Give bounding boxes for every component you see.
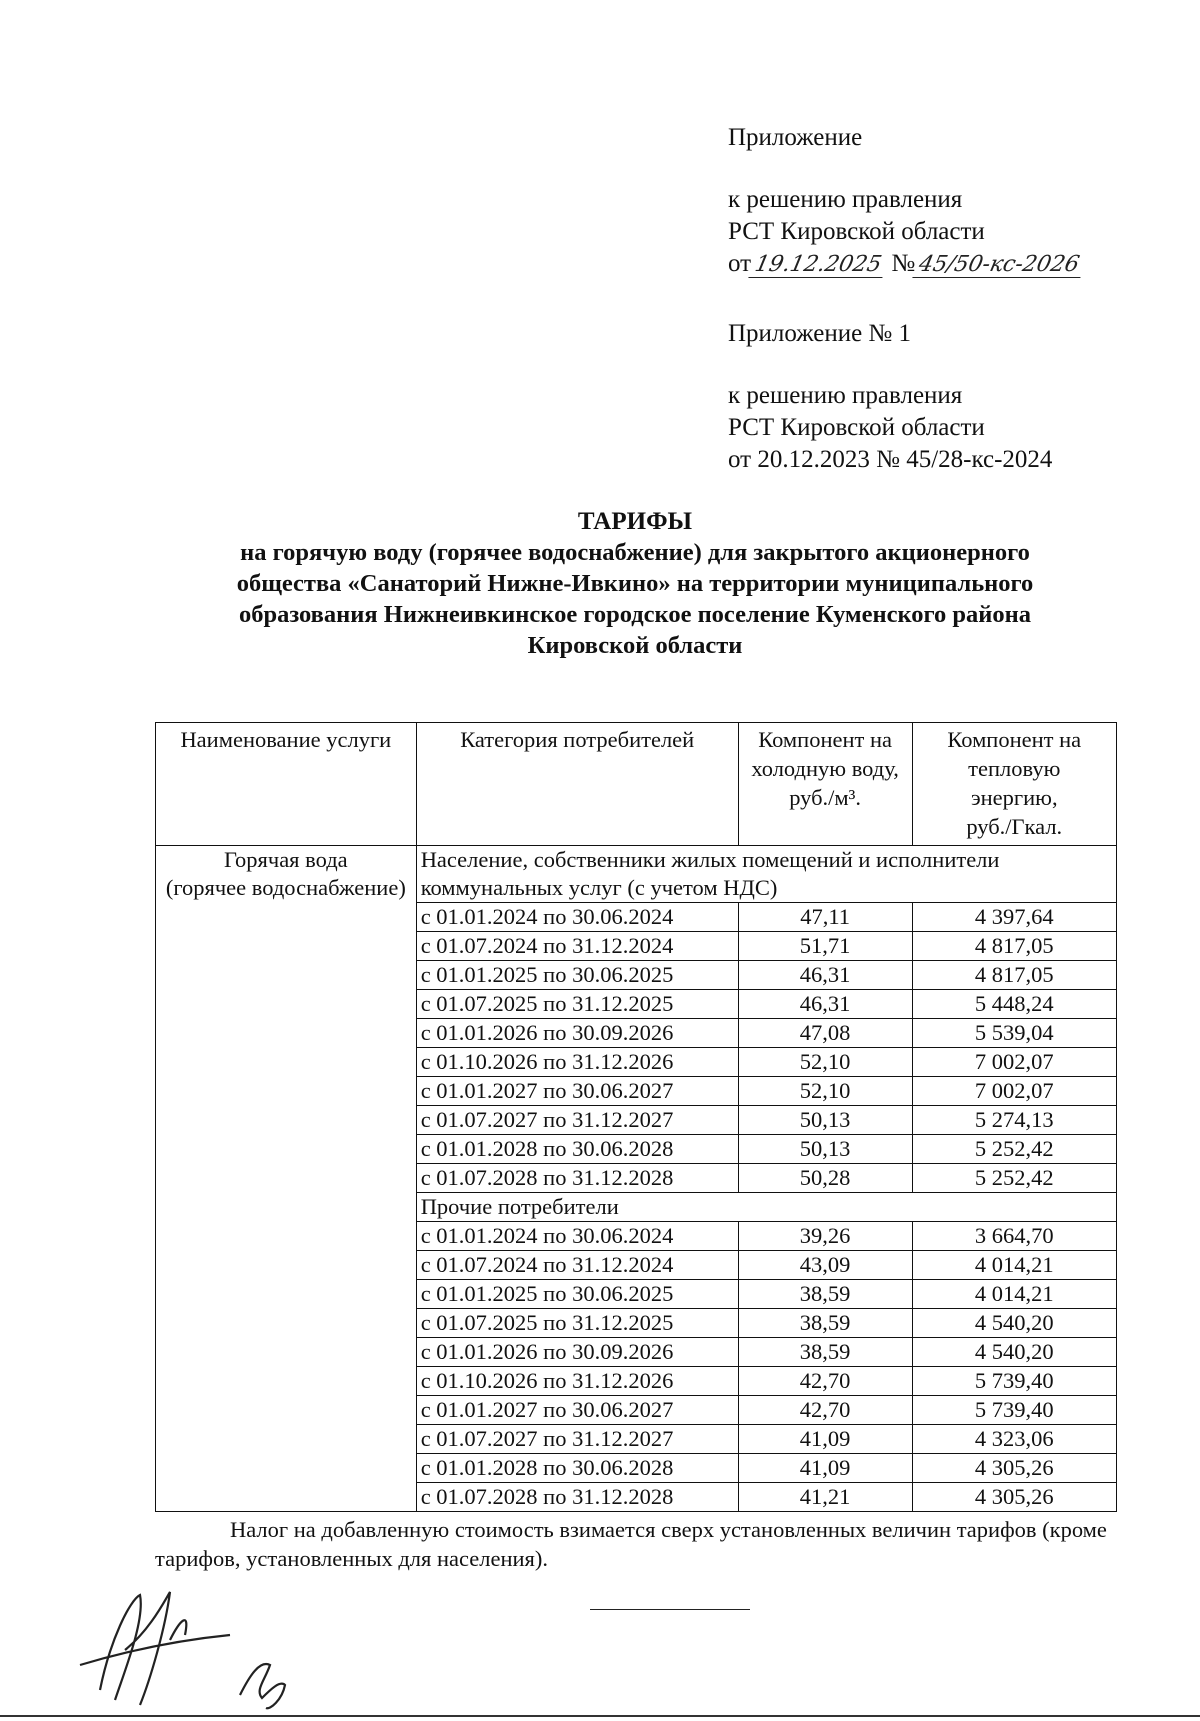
heat-energy-cell: 5 539,04 (912, 1019, 1116, 1048)
heat-energy-cell: 3 664,70 (912, 1222, 1116, 1251)
header-service: Наименование услуги (156, 723, 417, 846)
heat-energy-cell: 4 323,06 (912, 1425, 1116, 1454)
period-cell: с 01.01.2024 по 30.06.2024 (416, 903, 738, 932)
cold-water-cell: 47,08 (738, 1019, 912, 1048)
period-cell: с 01.10.2026 по 31.12.2026 (416, 1048, 738, 1077)
cold-water-cell: 38,59 (738, 1338, 912, 1367)
period-cell: с 01.01.2028 по 30.06.2028 (416, 1135, 738, 1164)
vat-footnote: Налог на добавленную стоимость взимается сверх установленных величин тарифов (кроме тарифов, установленных для населения). (155, 1517, 1107, 1571)
title-line: Кировской области (527, 632, 743, 659)
cold-water-cell: 50,13 (738, 1106, 912, 1135)
heat-energy-cell: 5 274,13 (912, 1106, 1116, 1135)
cold-water-cell: 41,09 (738, 1454, 912, 1483)
cold-water-cell: 46,31 (738, 990, 912, 1019)
heat-energy-cell: 5 739,40 (912, 1367, 1116, 1396)
table-header-row (156, 723, 1117, 846)
heat-energy-cell: 4 305,26 (912, 1483, 1116, 1512)
title-main: ТАРИФЫ (577, 508, 693, 535)
header-cold-water-line: руб./м³. (789, 785, 862, 810)
title-line: образования Нижнеивкинское городское поселение Куменского района (238, 601, 1032, 628)
document-title (140, 506, 1130, 661)
header-heat-line: Компонент на (947, 727, 1082, 752)
header-cold-water-line: Компонент на (758, 727, 893, 752)
header-cold-water-line: холодную воду, (751, 756, 899, 781)
header-heat-energy (912, 723, 1116, 846)
period-cell: с 01.07.2028 по 31.12.2028 (416, 1483, 738, 1512)
page-bottom-rule (0, 1715, 1200, 1717)
period-cell: с 01.01.2026 по 30.09.2026 (416, 1338, 738, 1367)
period-cell: с 01.07.2024 по 31.12.2024 (416, 932, 738, 961)
group-header-row (156, 846, 1117, 903)
heat-energy-cell: 4 540,20 (912, 1309, 1116, 1338)
heat-energy-cell: 4 014,21 (912, 1280, 1116, 1309)
appendix-original (728, 318, 1052, 476)
appendix-title: Приложение № 1 (728, 320, 912, 347)
heat-energy-cell: 4 397,64 (912, 903, 1116, 932)
service-name-line: (горячее водоснабжение) (165, 875, 406, 900)
period-cell: с 01.07.2027 по 31.12.2027 (416, 1106, 738, 1135)
title-line: на горячую воду (горячее водоснабжение) для закрытого акционерного (240, 539, 1030, 566)
header-heat-line: руб./Гкал. (966, 814, 1063, 839)
heat-energy-cell: 5 252,42 (912, 1164, 1116, 1193)
appendix-decision-line: к решению правления (728, 186, 963, 213)
period-cell: с 01.01.2028 по 30.06.2028 (416, 1454, 738, 1483)
header-cold-water (738, 723, 912, 846)
period-cell: с 01.01.2027 по 30.06.2027 (416, 1396, 738, 1425)
date-prefix: от (728, 250, 752, 277)
handwritten-date: 19.12.2025 (748, 253, 887, 278)
appendix-authority-line: РСТ Кировской области (728, 414, 985, 441)
title-line: общества «Санаторий Нижне-Ивкино» на территории муниципального (236, 570, 1034, 597)
heat-energy-cell: 4 817,05 (912, 932, 1116, 961)
appendix-decision-line: к решению правления (728, 382, 963, 409)
cold-water-cell: 43,09 (738, 1251, 912, 1280)
period-cell: с 01.07.2027 по 31.12.2027 (416, 1425, 738, 1454)
heat-energy-cell: 7 002,07 (912, 1077, 1116, 1106)
cold-water-cell: 39,26 (738, 1222, 912, 1251)
cold-water-cell: 38,59 (738, 1309, 912, 1338)
heat-energy-cell: 5 252,42 (912, 1135, 1116, 1164)
appendix-authority-line: РСТ Кировской области (728, 218, 985, 245)
handwritten-number: 45/50-кс-2026 (913, 253, 1086, 278)
cold-water-cell: 41,09 (738, 1425, 912, 1454)
heat-energy-cell: 4 817,05 (912, 961, 1116, 990)
appendix-title: Приложение (728, 124, 863, 151)
cold-water-cell: 50,28 (738, 1164, 912, 1193)
period-cell: с 01.07.2025 по 31.12.2025 (416, 990, 738, 1019)
group-label-line: коммунальных услуг (с учетом НДС) (420, 875, 778, 900)
period-cell: с 01.01.2026 по 30.09.2026 (416, 1019, 738, 1048)
cold-water-cell: 51,71 (738, 932, 912, 961)
period-cell: с 01.01.2025 по 30.06.2025 (416, 1280, 738, 1309)
cold-water-cell: 41,21 (738, 1483, 912, 1512)
header-heat-line: энергию, (970, 785, 1058, 810)
heat-energy-cell: 7 002,07 (912, 1048, 1116, 1077)
cold-water-cell: 42,70 (738, 1396, 912, 1425)
group-label-line: Население, собственники жилых помещений и исполнители (420, 847, 1000, 872)
period-cell: с 01.01.2024 по 30.06.2024 (416, 1222, 738, 1251)
cold-water-cell: 46,31 (738, 961, 912, 990)
header-heat-line: тепловую (968, 756, 1061, 781)
period-cell: с 01.01.2027 по 30.06.2027 (416, 1077, 738, 1106)
period-cell: с 01.10.2026 по 31.12.2026 (416, 1367, 738, 1396)
period-cell: с 01.07.2024 по 31.12.2024 (416, 1251, 738, 1280)
cold-water-cell: 52,10 (738, 1048, 912, 1077)
heat-energy-cell: 4 305,26 (912, 1454, 1116, 1483)
header-category: Категория потребителей (416, 723, 738, 846)
heat-energy-cell: 4 014,21 (912, 1251, 1116, 1280)
signature-underline (590, 1609, 750, 1610)
cold-water-cell: 50,13 (738, 1135, 912, 1164)
cold-water-cell: 42,70 (738, 1367, 912, 1396)
appendix-date-line: от 20.12.2023 № 45/28-кс-2024 (728, 446, 1053, 473)
heat-energy-cell: 5 739,40 (912, 1396, 1116, 1425)
cold-water-cell: 52,10 (738, 1077, 912, 1106)
appendix-current (728, 122, 1083, 280)
group-population-label (416, 846, 1116, 903)
cold-water-cell: 38,59 (738, 1280, 912, 1309)
service-name-line: Горячая вода (224, 847, 348, 872)
service-name-cell (156, 846, 417, 1512)
period-cell: с 01.01.2025 по 30.06.2025 (416, 961, 738, 990)
heat-energy-cell: 4 540,20 (912, 1338, 1116, 1367)
signature-mark (70, 1580, 340, 1710)
number-prefix: № (891, 250, 916, 277)
period-cell: с 01.07.2025 по 31.12.2025 (416, 1309, 738, 1338)
heat-energy-cell: 5 448,24 (912, 990, 1116, 1019)
period-cell: с 01.07.2028 по 31.12.2028 (416, 1164, 738, 1193)
group-other-label: Прочие потребители (416, 1193, 1116, 1222)
appendix-date-line (728, 248, 1083, 280)
tariff-table (155, 722, 1117, 1512)
cold-water-cell: 47,11 (738, 903, 912, 932)
